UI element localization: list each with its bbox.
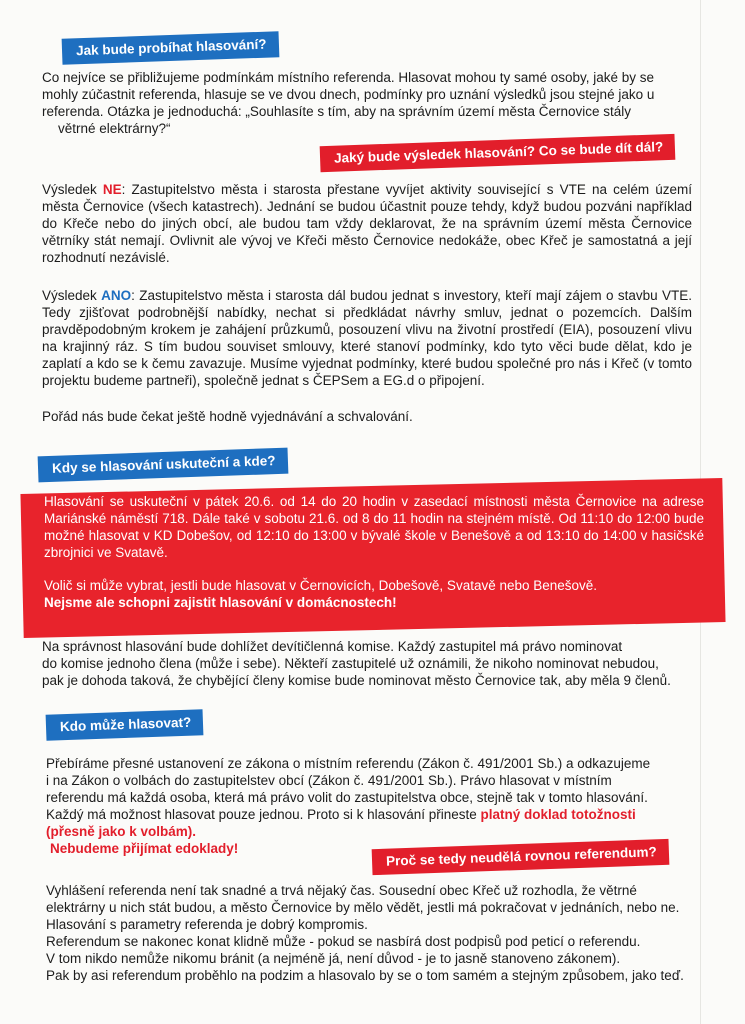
text-line: pak je dohoda taková, že chybějící členy komise bude nominovat město Černovice tak, aby měla 9 členů. (42, 673, 671, 688)
text-fragment: Každý má možnost hlasovat pouze jednou. Proto si k hlasování přineste (46, 807, 481, 822)
text-line: mohly zúčastnit referenda, hlasuje se ve dvou dnech, podmínky pro uznání výsledků jsou stejné jako u (42, 87, 655, 102)
no-edocuments-highlight: Nebudeme přijímat edoklady! (50, 841, 239, 856)
heading-why-not-referendum: Proč se tedy neudělá rovnou referendum? (372, 839, 670, 875)
no-home-voting-notice: Nejsme ale schopni zajistit hlasování v domácnostech! (44, 595, 397, 610)
text-line: referenda. Otázka je jednoduchá: „Souhlasíte s tím, aby na správním území města Černovice stály (42, 104, 632, 119)
closing-sentence: Pořád nás bude čekat ještě hodně vyjednávání a schvalování. (42, 409, 413, 424)
text-line: Na správnost hlasování bude dohlížet devítičlenná komise. Každý zastupitel má právo nominovat (42, 639, 623, 654)
text-line: V tom nikdo nemůže nikomu bránit (a nejméně já, není důvod - je to jasně stanoveno zákonem). (46, 951, 621, 966)
intro-paragraph (42, 69, 654, 137)
text-line (46, 806, 650, 823)
voting-choice: Volič si může vybrat, jestli bude hlasovat v Černovicích, Dobešově, Svatavě nebo Benešově. (44, 578, 598, 593)
result-ne-paragraph (42, 181, 692, 266)
voting-schedule: Hlasování se uskuteční v pátek 20.6. od 14 do 20 hodin v zasedací místnosti města Černovice na adrese Mariánské náměstí 718. Dále také v sobotu 21.6. od 8 do 11 hodin na stejném místě. Od 11:10 do 12:00 bude možné hlasovat v KD Dobešov, od 12:10 do 13:00 v bývalé škole v Benešově a od 13:10 do 14:00 v hasičské zbrojnici ve Svatavě. (44, 494, 704, 560)
text-line: i na Zákon o volbách do zastupitelstev obcí (Zákon č. 491/2001 Sb.). Právo hlasovat v místním (46, 773, 612, 788)
heading-who-can-vote: Kdo může hlasovat? (46, 709, 204, 740)
text-line: Přebíráme přesné ustanovení ze zákona o místním referendu (Zákon č. 491/2001 Sb.) a odkazujeme (46, 756, 651, 771)
text-line: elektrárny u nich stát budou, a město Černovice by mělo vědět, jestli má pokračovat v jednáních, nebo ne. (46, 900, 680, 915)
result-label: Výsledek (42, 288, 102, 303)
heading-how-voting-works: Jak bude probíhat hlasování? (62, 31, 279, 65)
text-line: do komise jednoho člena (může i sebe). Někteří zastupitelé už oznámili, že nikoho nominovat nebudou, (42, 656, 659, 671)
like-elections-highlight: (přesně jako k volbám). (46, 824, 197, 839)
ne-text: : Zastupitelstvo města i starosta přestane vyvíjet aktivity související s VTE na celém území města Černovice (všech katastrech). Jednání se budou účastnit pouze tehdy, když budou pozváni například do Křeče nebo do jiných obcí, ale budou tam vždy deklarovat, že na správním území města Černovice větrníky stát nemají. Ovlivnit ale vývoj ve Křeči město Černovice nedokáže, obec Křeč je samostatná a její rozhodnutí nezávislé. (42, 182, 692, 265)
text-line: Pak by asi referendum proběhlo na podzim a hlasovalo by se o tom samém a stejným způsobem, jako teď. (46, 968, 684, 983)
text-line: Hlasování s parametry referenda je dobrý kompromis. (46, 917, 368, 932)
referendum-paragraph (46, 882, 684, 984)
text-line: Referendum se nakonec konat klidně může - pokud se nasbírá dost podpisů pod peticí o referendu. (46, 934, 641, 949)
ne-word: NE (102, 182, 122, 197)
ano-word: ANO (101, 288, 132, 303)
text-line: referendu má každá osoba, která má právo volit do zastupitelstva obce, stejně tak v tomto hlasování. (46, 790, 648, 805)
result-ano-paragraph (42, 287, 692, 389)
ano-text: : Zastupitelstvo města i starosta dál budou jednat s investory, kteří mají zájem o stavbu VTE. Tedy zjišťovat podrobnější nabídky, nechat si předkládat návrhy smluv, jednat o pozemcích. Dalším pravděpodobným krokem je zahájení průzkumů, posouzení vlivu na životní prostředí (EIA), posouzení vlivu na krajinný ráz. S tím budou souviset smlouvy, které stanoví podmínky, kdo tyto věci bude dělat, kdo je zaplatí a kdo se k čemu zavazuje. Musíme vyjednat podmínky, které budou společné pro nás i Křeč (v tomto projektu budeme partneři), společně jednat s ČEPSem a EG.d o připojení. (42, 288, 692, 388)
commission-paragraph (42, 638, 671, 689)
text-line: Vyhlášení referenda není tak snadné a trvá nějaký čas. Sousední obec Křeč už rozhodla, že větrné (46, 883, 637, 898)
result-label: Výsledek (42, 182, 103, 197)
text-line: Co nejvíce se přibližujeme podmínkám místního referenda. Hlasovat mohou ty samé osoby, jaké by se (42, 70, 655, 85)
voting-info-text (44, 493, 704, 611)
id-document-highlight: platný doklad totožnosti (480, 807, 636, 822)
heading-when-where: Kdy se hlasování uskuteční a kde? (38, 448, 288, 483)
heading-result: Jaký bude výsledek hlasování? Co se bude dít dál? (320, 134, 676, 172)
text-line: větrné elektrárny?“ (58, 121, 171, 136)
